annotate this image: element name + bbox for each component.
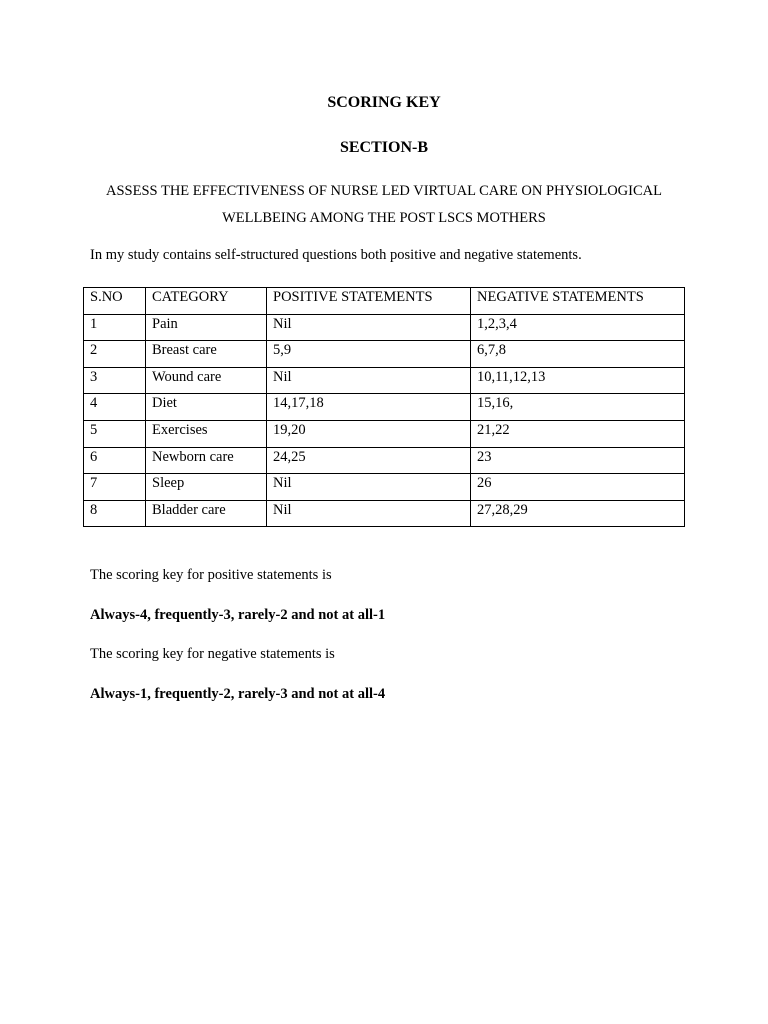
negative-key-label: The scoring key for negative statements is bbox=[90, 646, 335, 662]
cell-positive: 19,20 bbox=[267, 420, 471, 447]
cell-category: Sleep bbox=[146, 474, 267, 501]
cell-positive: Nil bbox=[267, 314, 471, 341]
cell-sno: 7 bbox=[84, 474, 146, 501]
cell-positive: Nil bbox=[267, 367, 471, 394]
header-negative-statements: NEGATIVE STATEMENTS bbox=[471, 288, 685, 315]
positive-key-label: The scoring key for positive statements is bbox=[90, 567, 332, 583]
cell-negative: 6,7,8 bbox=[471, 341, 685, 368]
table-row bbox=[84, 394, 685, 421]
cell-positive: Nil bbox=[267, 500, 471, 527]
scoring-table bbox=[83, 287, 685, 527]
cell-positive: 5,9 bbox=[267, 341, 471, 368]
header-positive-statements: POSITIVE STATEMENTS bbox=[267, 288, 471, 315]
study-title-line-1: ASSESS THE EFFECTIVENESS OF NURSE LED VIRTUAL CARE ON PHYSIOLOGICAL bbox=[106, 183, 662, 199]
table-row bbox=[84, 341, 685, 368]
table-row bbox=[84, 500, 685, 527]
positive-key-value: Always-4, frequently-3, rarely-2 and not at all-1 bbox=[90, 607, 386, 623]
page-title: SCORING KEY bbox=[327, 94, 441, 111]
header-category: CATEGORY bbox=[146, 288, 267, 315]
cell-positive: 24,25 bbox=[267, 447, 471, 474]
negative-key-value: Always-1, frequently-2, rarely-3 and not at all-4 bbox=[90, 686, 386, 702]
cell-category: Diet bbox=[146, 394, 267, 421]
cell-negative: 15,16, bbox=[471, 394, 685, 421]
cell-negative: 1,2,3,4 bbox=[471, 314, 685, 341]
cell-category: Newborn care bbox=[146, 447, 267, 474]
study-title-line-2: WELLBEING AMONG THE POST LSCS MOTHERS bbox=[222, 210, 546, 226]
intro-paragraph: In my study contains self-structured questions both positive and negative statements. bbox=[90, 247, 582, 263]
cell-negative: 23 bbox=[471, 447, 685, 474]
cell-category: Pain bbox=[146, 314, 267, 341]
table-row bbox=[84, 420, 685, 447]
cell-negative: 27,28,29 bbox=[471, 500, 685, 527]
table-header-row bbox=[84, 288, 685, 315]
cell-sno: 5 bbox=[84, 420, 146, 447]
cell-positive: Nil bbox=[267, 474, 471, 501]
section-title: SECTION-B bbox=[339, 139, 429, 156]
cell-category: Bladder care bbox=[146, 500, 267, 527]
cell-sno: 4 bbox=[84, 394, 146, 421]
table-row bbox=[84, 314, 685, 341]
cell-category: Breast care bbox=[146, 341, 267, 368]
table-row bbox=[84, 447, 685, 474]
cell-sno: 2 bbox=[84, 341, 146, 368]
cell-negative: 26 bbox=[471, 474, 685, 501]
cell-sno: 8 bbox=[84, 500, 146, 527]
cell-sno: 3 bbox=[84, 367, 146, 394]
cell-positive: 14,17,18 bbox=[267, 394, 471, 421]
table-row bbox=[84, 474, 685, 501]
cell-sno: 1 bbox=[84, 314, 146, 341]
cell-negative: 21,22 bbox=[471, 420, 685, 447]
cell-category: Wound care bbox=[146, 367, 267, 394]
cell-sno: 6 bbox=[84, 447, 146, 474]
study-title bbox=[84, 178, 684, 232]
cell-negative: 10,11,12,13 bbox=[471, 367, 685, 394]
header-sno: S.NO bbox=[84, 288, 146, 315]
table-row bbox=[84, 367, 685, 394]
cell-category: Exercises bbox=[146, 420, 267, 447]
